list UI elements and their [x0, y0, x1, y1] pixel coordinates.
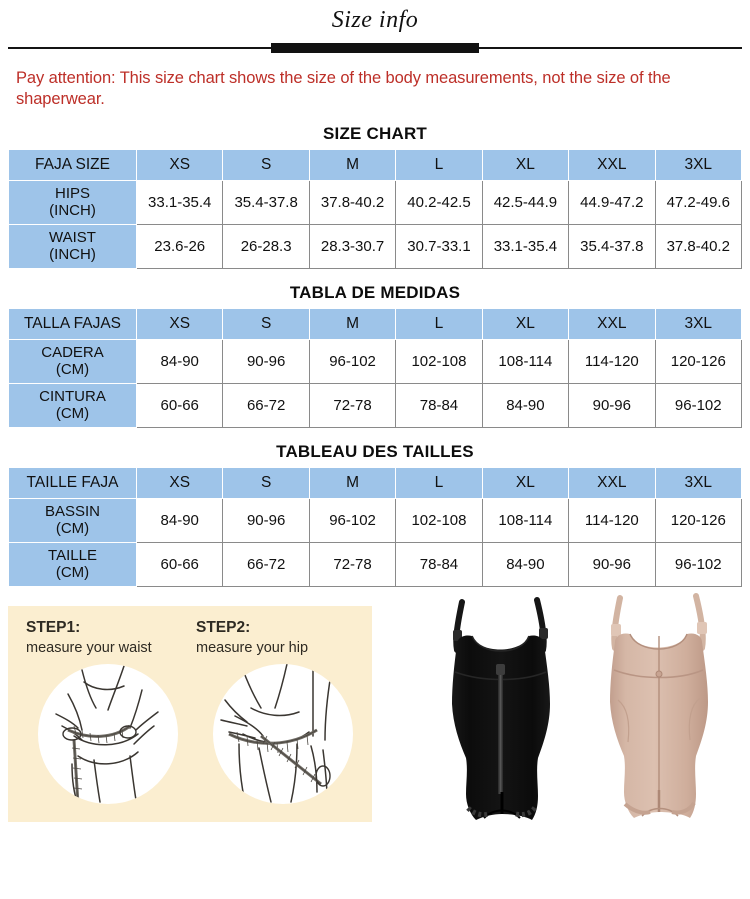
measurement-cell: 108-114: [482, 499, 568, 543]
measurement-cell: 102-108: [396, 499, 482, 543]
measurement-cell: 96-102: [655, 543, 741, 587]
row-header: [9, 384, 137, 428]
table-header-row: [9, 468, 742, 499]
measurement-cell: 84-90: [482, 384, 568, 428]
row-header-unit: (INCH): [49, 201, 96, 219]
column-header-size: L: [396, 150, 482, 181]
step-number: STEP1:: [26, 619, 81, 637]
measurement-cell: 84-90: [137, 499, 223, 543]
header-divider-accent: [271, 43, 479, 53]
column-header-size: XS: [137, 309, 223, 340]
measurement-cell: 42.5-44.9: [482, 181, 568, 225]
measurement-cell: 90-96: [223, 340, 309, 384]
product-images: [424, 592, 742, 839]
measurement-cell: 120-126: [655, 340, 741, 384]
measurement-cell: 96-102: [655, 384, 741, 428]
waist-measure-illustration: [38, 664, 178, 804]
row-header-unit: (CM): [55, 563, 90, 581]
measurement-cell: 60-66: [137, 543, 223, 587]
measurement-cell: 33.1-35.4: [482, 225, 568, 269]
row-header-label: HIPS: [54, 184, 90, 202]
table-row: [9, 225, 742, 269]
table-row: [9, 340, 742, 384]
column-header-size: XXL: [569, 150, 655, 181]
measurement-cell: 102-108: [396, 340, 482, 384]
row-header-unit: (CM): [55, 360, 90, 378]
row-header: [9, 340, 137, 384]
measurement-cell: 35.4-37.8: [223, 181, 309, 225]
measurement-cell: 90-96: [569, 384, 655, 428]
column-header-size-label: FAJA SIZE: [9, 150, 137, 181]
table-row: [9, 384, 742, 428]
column-header-size: L: [396, 468, 482, 499]
size-table: [8, 308, 742, 428]
column-header-size: M: [309, 150, 395, 181]
table-title: TABLA DE MEDIDAS: [289, 283, 461, 303]
column-header-size: XS: [137, 468, 223, 499]
page-header: [0, 0, 750, 60]
hip-measure-illustration: [213, 664, 353, 804]
row-header: [9, 543, 137, 587]
column-header-size: 3XL: [655, 309, 741, 340]
column-header-size: M: [309, 468, 395, 499]
measurement-cell: 72-78: [309, 384, 395, 428]
measurement-cell: 60-66: [137, 384, 223, 428]
column-header-size-label: TALLA FAJAS: [9, 309, 137, 340]
page-title: Size info: [331, 7, 419, 33]
column-header-size: M: [309, 309, 395, 340]
measurement-cell: 66-72: [223, 543, 309, 587]
measurement-steps-panel: [8, 606, 372, 822]
measurement-cell: 108-114: [482, 340, 568, 384]
table-title: SIZE CHART: [323, 124, 427, 144]
row-header-label: TAILLE: [48, 546, 97, 564]
column-header-size: S: [223, 150, 309, 181]
size-table: [8, 467, 742, 587]
measurement-cell: 96-102: [309, 499, 395, 543]
size-tables-container: [0, 124, 750, 587]
measurement-cell: 84-90: [137, 340, 223, 384]
attention-note: Pay attention: This size chart shows the size of the body measurements, not the size of the shaperwear.: [16, 69, 671, 109]
size-table-block: [0, 124, 750, 269]
column-header-size: XS: [137, 150, 223, 181]
column-header-size: S: [223, 309, 309, 340]
measurement-cell: 37.8-40.2: [655, 225, 741, 269]
nude-shapewear-bodysuit: [584, 592, 734, 839]
bottom-section: [0, 606, 750, 839]
row-header-label: CINTURA: [39, 387, 106, 405]
column-header-size: 3XL: [655, 468, 741, 499]
step-description: measure your hip: [196, 640, 309, 657]
row-header-label: CADERA: [41, 343, 104, 361]
step-heading: [26, 618, 196, 658]
measurement-cell: 78-84: [396, 384, 482, 428]
measurement-cell: 35.4-37.8: [569, 225, 655, 269]
measurement-cell: 90-96: [569, 543, 655, 587]
measurement-cell: 72-78: [309, 543, 395, 587]
step-description: measure your waist: [26, 640, 152, 657]
row-header: [9, 499, 137, 543]
row-header: [9, 225, 137, 269]
row-header-unit: (CM): [55, 519, 90, 537]
measurement-cell: 66-72: [223, 384, 309, 428]
column-header-size-label: TAILLE FAJA: [9, 468, 137, 499]
measurement-cell: 120-126: [655, 499, 741, 543]
steps-illustrations: [8, 658, 372, 804]
measurement-cell: 30.7-33.1: [396, 225, 482, 269]
step2-illustration-wrap: [195, 664, 370, 804]
size-table: [8, 149, 742, 269]
measurement-cell: 114-120: [569, 499, 655, 543]
step1-illustration-wrap: [20, 664, 195, 804]
step-number: STEP2:: [196, 619, 251, 637]
table-title: TABLEAU DES TAILLES: [276, 442, 474, 462]
table-row: [9, 499, 742, 543]
step-heading: [196, 618, 366, 658]
measurement-cell: 23.6-26: [137, 225, 223, 269]
measurement-cell: 44.9-47.2: [569, 181, 655, 225]
measurement-cell: 47.2-49.6: [655, 181, 741, 225]
row-header-unit: (INCH): [49, 245, 96, 263]
row-header-label: WAIST: [49, 228, 96, 246]
measurement-cell: 84-90: [482, 543, 568, 587]
column-header-size: XXL: [569, 309, 655, 340]
column-header-size: XL: [482, 150, 568, 181]
measurement-cell: 28.3-30.7: [309, 225, 395, 269]
measurement-cell: 37.8-40.2: [309, 181, 395, 225]
column-header-size: XXL: [569, 468, 655, 499]
row-header-label: BASSIN: [44, 502, 101, 520]
measurement-cell: 26-28.3: [223, 225, 309, 269]
column-header-size: L: [396, 309, 482, 340]
measurement-cell: 114-120: [569, 340, 655, 384]
measurement-cell: 96-102: [309, 340, 395, 384]
row-header-unit: (CM): [55, 404, 90, 422]
measurement-cell: 40.2-42.5: [396, 181, 482, 225]
column-header-size: XL: [482, 468, 568, 499]
size-table-block: [0, 442, 750, 587]
column-header-size: 3XL: [655, 150, 741, 181]
column-header-size: XL: [482, 309, 568, 340]
measurement-cell: 33.1-35.4: [137, 181, 223, 225]
table-header-row: [9, 150, 742, 181]
black-shapewear-bodysuit: [426, 592, 576, 839]
measurement-cell: 90-96: [223, 499, 309, 543]
steps-headings: [8, 606, 372, 658]
row-header: [9, 181, 137, 225]
table-row: [9, 181, 742, 225]
table-row: [9, 543, 742, 587]
size-table-block: [0, 283, 750, 428]
measurement-cell: 78-84: [396, 543, 482, 587]
column-header-size: S: [223, 468, 309, 499]
table-header-row: [9, 309, 742, 340]
